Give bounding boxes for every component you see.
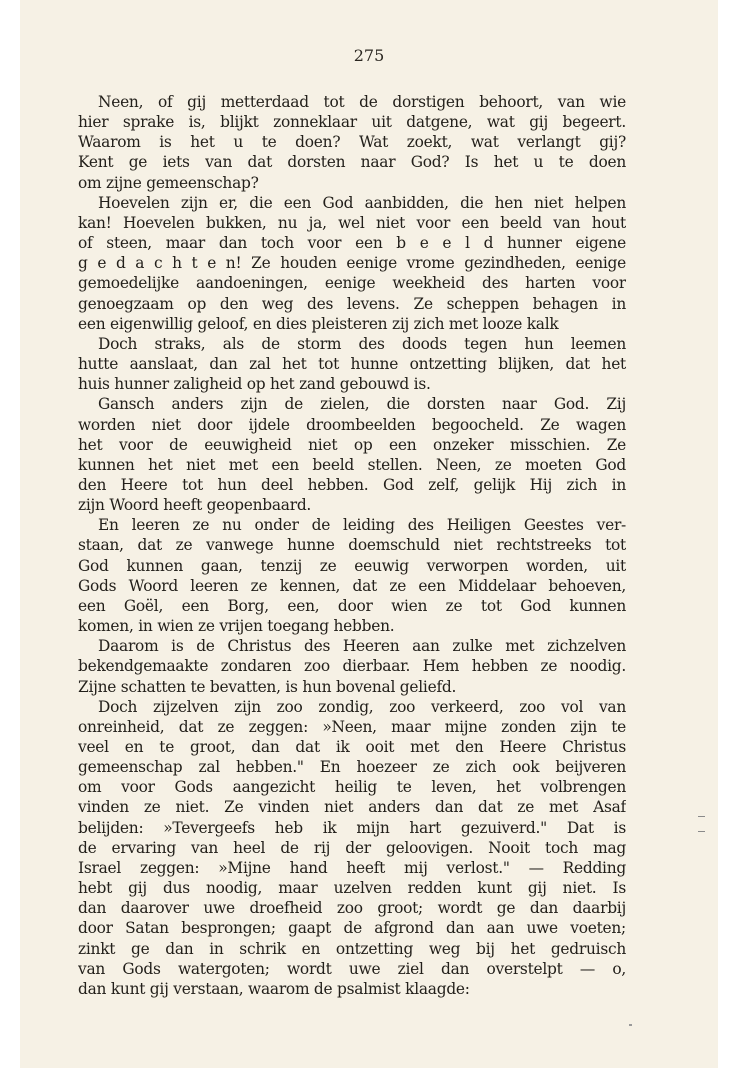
text-line: dan daarover uwe droefheid zoo groot; wordt ge dan daarbij <box>78 899 626 918</box>
text-line: van Gods watergoten; wordt uwe ziel dan overstelpt — o, <box>78 959 626 978</box>
text-line: een Goël, een Borg, een, door wien ze tot God kunnen <box>78 596 626 615</box>
text-line: Israel zeggen: »Mijne hand heeft mij verlost." — Redding <box>78 858 626 877</box>
text-line: dan kunt gij verstaan, waarom de psalmist klaagde: <box>78 979 470 998</box>
text-line: om zijne gemeenschap? <box>78 173 259 192</box>
text-line: komen, in wien ze vrijen toegang hebben. <box>78 617 395 636</box>
book-page <box>20 0 718 1068</box>
margin-mark <box>698 816 705 817</box>
text-line: Kent ge iets van dat dorsten naar God? Is het u te doen <box>78 153 626 172</box>
text-line: hebt gij dus noodig, maar uzelven redden kunt gij niet. Is <box>78 879 626 898</box>
text-line: gemeenschap zal hebben." En hoezeer ze zich ook beijveren <box>78 758 626 777</box>
text-line: Neen, of gij metterdaad tot de dorstigen behoort, van wie <box>98 93 626 111</box>
text-line: En leeren ze nu onder de leiding des Heiligen Geestes ver- <box>98 516 626 535</box>
text-line: Hoevelen zijn er, die een God aanbidden, die hen niet helpen <box>98 193 626 212</box>
text-line: Daarom is de Christus des Heeren aan zulke met zichzelven <box>98 637 626 656</box>
text-line: huis hunner zaligheid op het zand gebouwd is. <box>78 375 431 394</box>
text-line: g e d a c h t e n! Ze houden eenige vrome gezindheden, eenige <box>78 254 626 273</box>
text-line: bekendgemaakte zondaren zoo dierbaar. Hem hebben ze noodig. <box>78 657 626 676</box>
page-number: 275 <box>353 46 385 65</box>
text-line: den Heere tot hun deel hebben. God zelf, gelijk Hij zich in <box>78 475 626 494</box>
text-line: Zijne schatten te bevatten, is hun bovenal geliefd. <box>78 677 457 696</box>
text-line: Waarom is het u te doen? Wat zoekt, wat verlangt gij? <box>78 133 626 152</box>
text-line: belijden: »Tevergeefs heb ik mijn hart gezuiverd." Dat is <box>78 818 626 837</box>
text-line: een eigenwillig geloof, en dies pleisteren zij zich met looze kalk <box>78 314 559 333</box>
text-line: of steen, maar dan toch voor een b e e l d hunner eigene <box>78 234 626 253</box>
text-line: Doch straks, als de storm des doods tegen hun leemen <box>98 334 626 353</box>
text-line: God kunnen gaan, tenzij ze eeuwig verworpen worden, uit <box>78 556 626 575</box>
text-line: door Satan besprongen; gaapt de afgrond dan aan uwe voeten; <box>78 919 626 938</box>
text-line: vinden ze niet. Ze vinden niet anders dan dat ze met Asaf <box>78 798 626 817</box>
text-line: Gansch anders zijn de zielen, die dorsten naar God. Zij <box>98 395 626 414</box>
speck <box>629 1024 632 1026</box>
text-line: genoegzaam op den weg des levens. Ze scheppen behagen in <box>78 294 626 313</box>
text-line: de ervaring van heel de rij der geloovigen. Nooit toch mag <box>78 838 626 857</box>
margin-mark <box>698 831 705 832</box>
text-line: zinkt ge dan in schrik en ontzetting weg bij het gedruisch <box>78 939 626 958</box>
text-line: onreinheid, dat ze zeggen: »Neen, maar mijne zonden zijn te <box>78 717 626 736</box>
text-line: veel en te groot, dan dat ik ooit met den Heere Christus <box>78 738 626 756</box>
text-line: hier sprake is, blijkt zonneklaar uit datgene, wat gij begeert. <box>78 113 626 132</box>
text-line: het voor de eeuwigheid niet op een onzeker misschien. Ze <box>78 435 626 454</box>
text-line: zijn Woord heeft geopenbaard. <box>78 496 312 515</box>
text-line: staan, dat ze vanwege hunne doemschuld niet rechtstreeks tot <box>78 536 626 555</box>
text-line: hutte aanslaat, dan zal het tot hunne ontzetting blijken, dat het <box>78 355 626 374</box>
text-line: worden niet door ijdele droombeelden begoocheld. Ze wagen <box>78 415 626 434</box>
text-line: Doch zijzelven zijn zoo zondig, zoo verkeerd, zoo vol van <box>98 697 626 716</box>
text-line: gemoedelijke aandoeningen, eenige weekheid des harten voor <box>78 274 626 293</box>
text-line: kan! Hoevelen bukken, nu ja, wel niet voor een beeld van hout <box>78 213 626 232</box>
text-line: om voor Gods aangezicht heilig te leven, het volbrengen <box>78 778 626 797</box>
text-line: Gods Woord leeren ze kennen, dat ze een Middelaar behoeven, <box>78 576 626 595</box>
text-line: kunnen het niet met een beeld stellen. Neen, ze moeten God <box>78 455 626 474</box>
body-text <box>78 92 626 999</box>
